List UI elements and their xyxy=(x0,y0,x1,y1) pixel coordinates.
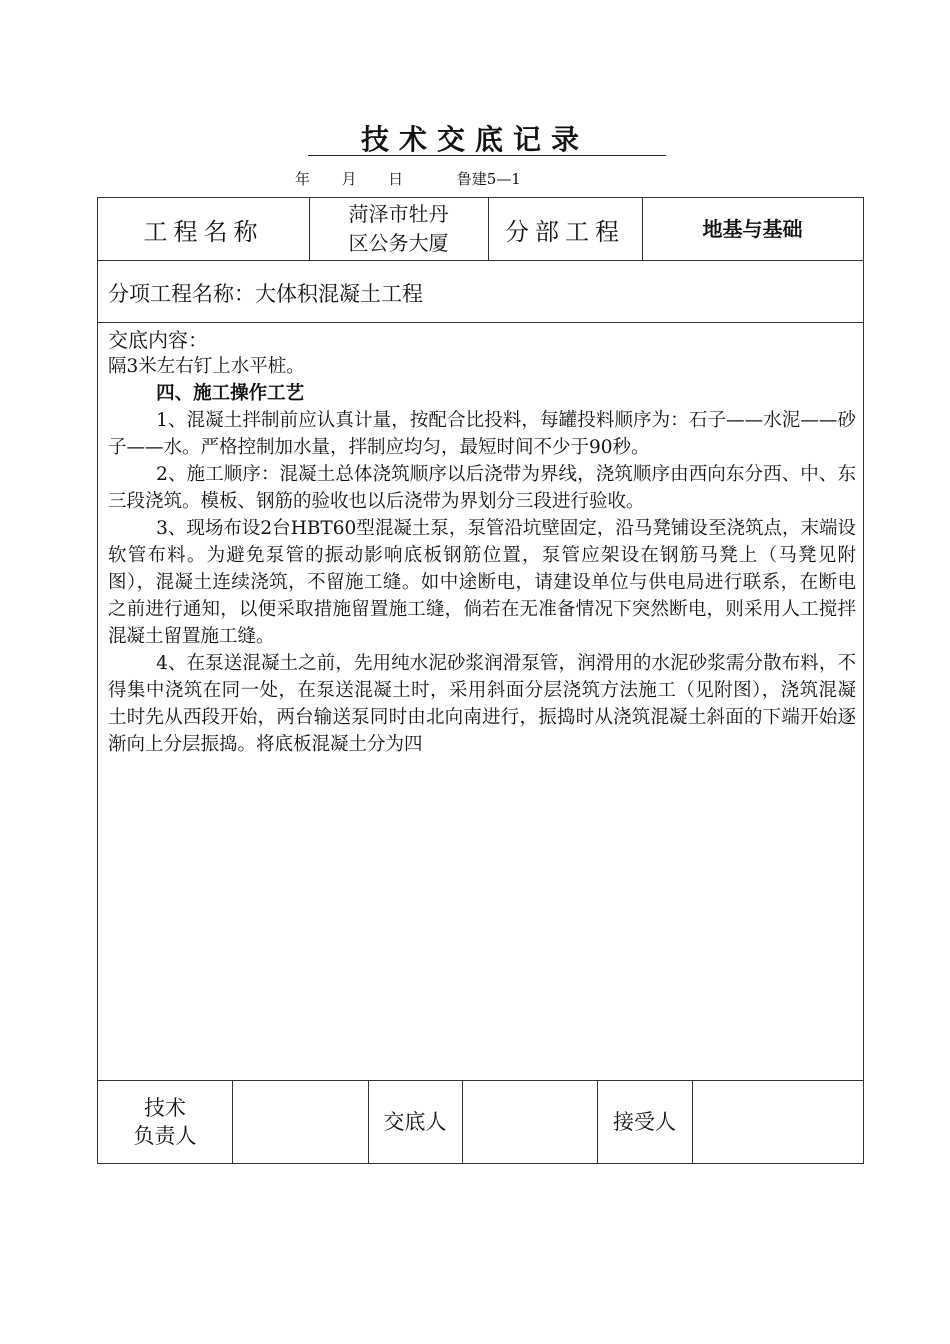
discloser-label: 交底人 xyxy=(383,1109,447,1134)
receiver-signature-field[interactable] xyxy=(692,1080,863,1163)
form-code: 鲁建5—1 xyxy=(456,170,521,188)
content-paragraph: 1、混凝土拌制前应认真计量，按配合比投料，每罐投料顺序为：石子——水泥——砂子——水。严格控制加水量，拌制应均匀，最短时间不少于90秒。 xyxy=(108,410,856,458)
content-paragraph: 4、在泵送混凝土之前，先用纯水泥砂浆润滑泵管，润滑用的水泥砂浆需分散布料，不得集中浇筑在同一处，在泵送混凝土时，采用斜面分层浇筑方法施工（见附图），浇筑混凝土时先从西段开始，两台输送泵同时由北向南进行，振捣时从浇筑混凝土斜面的下端开始逐渐向上分层振捣。将底板混凝土分为四 xyxy=(108,653,856,755)
tech-lead-signature-field[interactable] xyxy=(232,1080,368,1163)
tech-lead-label-line2: 负责人 xyxy=(133,1123,197,1148)
disclosure-content xyxy=(108,328,856,758)
project-name-line2: 区公务大厦 xyxy=(348,231,449,255)
subitem-row xyxy=(108,278,423,308)
receiver-label: 接受人 xyxy=(613,1109,676,1134)
disclosure-form xyxy=(97,197,864,1164)
division-value: 地基与基础 xyxy=(702,216,803,241)
discloser-signature-field[interactable] xyxy=(462,1080,597,1163)
tech-lead-label xyxy=(98,1080,232,1163)
title-underline xyxy=(308,155,666,156)
tech-lead-label-line1: 技术 xyxy=(144,1095,186,1120)
row-divider xyxy=(98,322,863,323)
subitem-value: 大体积混凝土工程 xyxy=(255,282,423,306)
project-name-label: 工程名称 xyxy=(143,217,264,246)
content-paragraph: 2、施工顺序：混凝土总体浇筑顺序以后浇带为界线，浇筑顺序由西向东分西、中、东三段浇筑。模板、钢筋的验收也以后浇带为界划分三段进行验收。 xyxy=(108,464,856,512)
content-line: 隔3米左右钉上水平桩。 xyxy=(108,356,305,377)
date-row xyxy=(295,168,521,189)
date-month-label: 月 xyxy=(341,170,357,188)
row-divider xyxy=(98,260,863,261)
division-label: 分部工程 xyxy=(505,217,625,246)
content-paragraph: 3、现场布设2台HBT60型混凝土泵，泵管沿坑壁固定，沿马凳铺设至浇筑点，末端设软管布料。为避免泵管的振动影响底板钢筋位置，泵管应架设在钢筋马凳上（马凳见附图），混凝土连续浇筑，不留施工缝。如中途断电，请建设单位与供电局进行联系，在断电之前进行通知，以便采取措施留置施工缝，倘若在无准备情况下突然断电，则采用人工搅拌混凝土留置施工缝。 xyxy=(108,518,856,647)
date-day-label: 日 xyxy=(388,170,404,188)
date-year-label: 年 xyxy=(295,170,311,188)
section-heading: 四、施工操作工艺 xyxy=(156,383,305,404)
page-title: 技术交底记录 xyxy=(360,123,589,156)
project-name-line1: 菏泽市牡丹 xyxy=(348,202,449,226)
project-name-value xyxy=(309,198,488,260)
content-heading: 交底内容： xyxy=(108,328,208,352)
subitem-label: 分项工程名称： xyxy=(108,282,255,306)
